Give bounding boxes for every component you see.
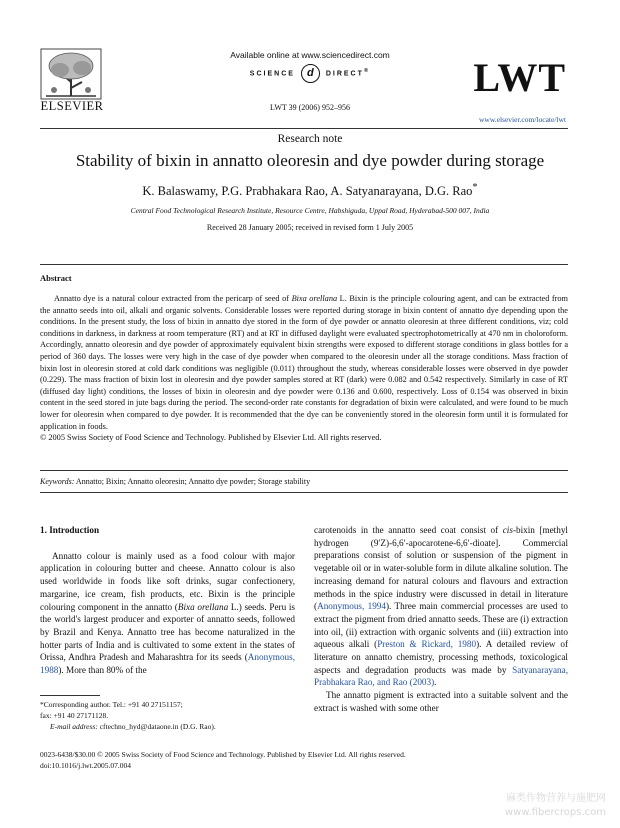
- journal-logo: LWT: [473, 55, 566, 100]
- journal-reference: LWT 39 (2006) 952–956: [270, 103, 350, 112]
- abstract-paragraph: Annatto dye is a natural colour extracted from the pericarp of seed of Bixa orellana L. Bixin is the principle colouring agent, and can be extracted from the annatto seeds into oil, alkali and organic solvents. Considerable losses were reported during storage in bixin content of annatto dye depending upon the conditions. In the present study, the loss of bixin in annatto dye stored in the form of dye powder or annatto oleoresin at three different conditions, viz; cold conditions in darkness, in darkness at room temperature (RT) and at RT in diffused daylight were evaluated spectrophotometrically at 470 nm in choloroform. Accordingly, annatto oleoresin and dye powder of approximately equivalent bixin strengths were exposed to different storage conditions in glass bottles for a period of 360 days. The losses were very high in the case of dye powder when compared to the oleoresin under all the storage conditions. Mass fraction of bixin lost in oleoresin stored at cold dark conditions was negligible (0.011) throughout the study, whereas considerable losses were observed in dye powder (0.229). The mass fraction of bixin lost in oleoresin and dye powder samples stored at RT (dark) were 0.082 and 0.542 respectively. Similarly in case of RT (diffused day light) conditions, the losses of bixin in oleoresin and dye powder were 0.136 and 0.600, respectively. Loss of 0.154 was observed in bixin content in the seed stored in jute bags during the period. The second-order rate constants for degradation of bixin were calculated, and were found to be much lower for oleoresin when compared to dye powder. It is recommended that the dye can be conveniently stored in the oleoresin form until it is formulated for application in foods.: [40, 294, 569, 431]
- abstract-top-divider: [40, 264, 568, 265]
- footnote-line-2: fax: +91 40 27171128.: [40, 710, 109, 720]
- abstract-copyright: © 2005 Swiss Society of Food Science and Technology. Published by Elsevier Ltd. All rights reserved.: [40, 433, 382, 443]
- article-type: Research note: [277, 133, 343, 145]
- species-name: Bixa orellana: [177, 601, 229, 612]
- citation-link[interactable]: Preston & Rickard, 1980: [377, 639, 477, 650]
- email-label: E-mail address:: [50, 721, 98, 731]
- authors-text: K. Balaswamy, P.G. Prabhakara Rao, A. Satyanarayana, D.G. Rao: [142, 184, 473, 199]
- affiliation: Central Food Technological Research Institute, Resource Centre, Habshiguda, Uppal Road, Hyderabad-500 007, India: [130, 206, 490, 215]
- page-footer: [40, 750, 406, 772]
- issn-copyright: 0023-6438/$30.00 © 2005 Swiss Society of Food Science and Technology. Published by Elsevier Ltd. All rights reserved.: [40, 750, 406, 759]
- corresponding-mark: *: [472, 182, 478, 193]
- cis-prefix: cis: [502, 525, 513, 535]
- registered-mark: ®: [363, 68, 371, 75]
- doi: doi:10.1016/j.lwt.2005.07.004: [40, 760, 132, 770]
- intro-paragraph-1-cont: carotenoids in the annatto seed coat consist of cis-bixin [methyl hydrogen (9′Z)-6,6′-apocarotene-6,6′-dioate]. Commercial preparations consist of solution or suspension of the pigment in vegetable oil or in water-soluble form in dilute alkaline solution. The increasing demand for natural colours and flavours and extraction methods in the spice industry were discussed in detail in literature (Anonymous, 1994). Three main commercial processes are used to extract the pigment from dried annatto seeds. These are (i) extraction into oil, (ii) extraction with organic solvents and (iii) extraction into aqueous alkali (Preston & Rickard, 1980). A detailed review of literature on annatto chemistry, processing methods, toxicological aspects and degradation products was made by Satyanarayana, Prabhakara Rao, and Rao (2003).: [314, 525, 568, 688]
- section-heading: 1. Introduction: [40, 525, 100, 535]
- citation-link[interactable]: Anonymous, 1994: [317, 601, 386, 612]
- intro-paragraph-1: Annatto colour is mainly used as a food colour with major application in colouring butter and cheese. Annatto colour is also used worldwide in foods like soft drinks, sugar confectionery, margarine, ice cream, fish products, etc. Bixin is the principle colouring component in the annatto (Bixa orellana L.) seeds. Peru is the world's largest producer and exporter of annatto seeds, followed by Brazil and Kenya. Annatto tree has become naturalized in the hotter parts of India and is cultivated to some extent in the states of Orissa, Andhra Pradesh and Maharashtra for its seeds (Anonymous, 1988). More than 80% of the: [40, 550, 295, 676]
- footnote: [40, 700, 295, 732]
- sciencedirect-at-mark: d: [301, 64, 320, 83]
- citation-link[interactable]: Anonymous, 1988: [40, 652, 295, 676]
- left-column: [40, 524, 295, 677]
- email-address: cftechno_hyd@dataone.in (D.G. Rao).: [97, 721, 216, 731]
- direct-word: DIRECT: [325, 70, 364, 78]
- received-dates: Received 28 January 2005; received in revised form 1 July 2005: [206, 223, 414, 232]
- site-watermark: [505, 792, 606, 820]
- author-list: [0, 182, 620, 199]
- available-online-text: Available online at www.sciencedirect.com: [230, 50, 390, 60]
- science-word: SCIENCE: [249, 70, 295, 78]
- species-name: Bixa orellana: [291, 294, 338, 303]
- abstract-body: [40, 293, 568, 444]
- footnote-line-1: *Corresponding author. Tel.: +91 40 27151157;: [40, 700, 183, 709]
- publisher-name: ELSEVIER: [40, 99, 104, 113]
- footnote-email: [40, 722, 295, 733]
- journal-url-link[interactable]: www.elsevier.com/locate/lwt: [479, 115, 566, 124]
- header-divider: [40, 128, 568, 129]
- watermark-line-2: www.fibercrops.com: [504, 807, 606, 818]
- citation-link[interactable]: Satyanarayana, Prabhakara Rao, and Rao (2003): [314, 664, 568, 688]
- abstract-heading: Abstract: [40, 273, 72, 283]
- footnote-divider: [40, 695, 100, 696]
- keywords-text: Annatto; Bixin; Annatto oleoresin; Annatto dye powder; Storage stability: [74, 477, 311, 486]
- article-title: Stability of bixin in annatto oleoresin and dye powder during storage: [75, 151, 545, 170]
- keywords-label: Keywords:: [40, 477, 75, 486]
- keywords: [40, 477, 310, 486]
- keywords-top-divider: [40, 470, 568, 471]
- intro-paragraph-2: The annatto pigment is extracted into a suitable solvent and the extract is washed with some other: [314, 690, 568, 713]
- keywords-bottom-divider: [40, 492, 568, 493]
- right-column: [314, 524, 568, 715]
- watermark-line-1: 麻类作物营养与施肥网: [506, 793, 606, 804]
